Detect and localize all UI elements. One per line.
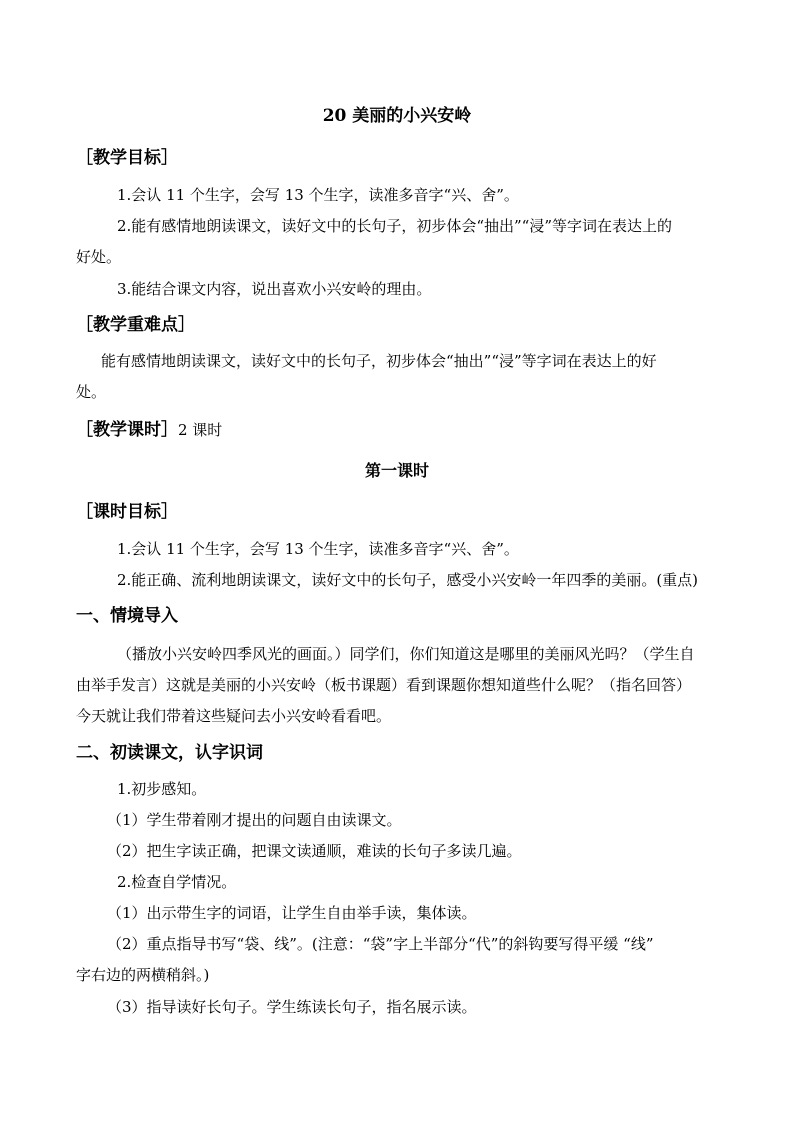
section-2-line-7: 字右边的两横稍斜。) <box>76 966 210 984</box>
lesson-goal-1: 1.会认 11 个生字，会写 13 个生字，读准多音字“兴、舍”。 <box>117 540 519 558</box>
teaching-goal-3: 3.能结合课文内容，说出喜欢小兴安岭的理由。 <box>117 280 432 298</box>
key-difficult-line-1: 能有感情地朗读课文，读好文中的长句子，初步体会“抽出”“浸”等字词在表达上的好 <box>101 352 657 370</box>
class-hours-heading <box>76 420 222 440</box>
lesson-goals-heading: ［课时目标］ <box>76 502 178 522</box>
section-2-title: 二、初读课文，认字识词 <box>76 743 263 763</box>
lesson-one-title: 第一课时 <box>364 461 429 480</box>
section-1-line-2: 由举手发言）这就是美丽的小兴安岭（板书课题）看到课题你想知道些什么呢？（指名回答） <box>76 676 692 694</box>
key-difficult-heading: ［教学重难点］ <box>76 315 195 335</box>
teaching-goal-2-cont: 好处。 <box>76 248 122 266</box>
key-difficult-line-2: 处。 <box>76 383 107 401</box>
section-2-line-5: （1）出示带生字的词语，让学生自由举手读，集体读。 <box>107 904 477 922</box>
teaching-goal-2: 2.能有感情地朗读课文，读好文中的长句子，初步体会“抽出”“浸”等字词在表达上的 <box>117 217 672 235</box>
class-hours-label: ［教学课时］ <box>76 420 178 440</box>
section-1-title: 一、情境导入 <box>76 606 178 626</box>
document-title: 20 美丽的小兴安岭 <box>322 106 472 126</box>
section-2-line-4: 2.检查自学情况。 <box>117 873 237 891</box>
teaching-goals-heading: ［教学目标］ <box>76 148 178 168</box>
section-1-line-1: （播放小兴安岭四季风光的画面。）同学们，你们知道这是哪里的美丽风光吗？（学生自 <box>117 645 695 663</box>
class-hours-value: 2 课时 <box>178 421 223 439</box>
section-2-line-8: （3）指导读好长句子。学生练读长句子，指名展示读。 <box>107 998 477 1016</box>
section-2-line-1: 1.初步感知。 <box>117 780 207 798</box>
section-1-line-3: 今天就让我们带着这些疑问去小兴安岭看看吧。 <box>76 707 392 725</box>
section-2-line-6: （2）重点指导书写“袋、线”。(注意：“袋”字上半部分“代”的斜钩要写得平缓 “线” <box>107 935 654 953</box>
lesson-goal-2: 2.能正确、流利地朗读课文，读好文中的长句子，感受小兴安岭一年四季的美丽。(重点) <box>117 571 699 589</box>
section-2-line-2: （1）学生带着刚才提出的问题自由读课文。 <box>107 811 402 829</box>
teaching-goal-1: 1.会认 11 个生字，会写 13 个生字，读准多音字“兴、舍”。 <box>117 186 519 204</box>
section-2-line-3: （2）把生字读正确，把课文读通顺，难读的长句子多读几遍。 <box>107 842 522 860</box>
